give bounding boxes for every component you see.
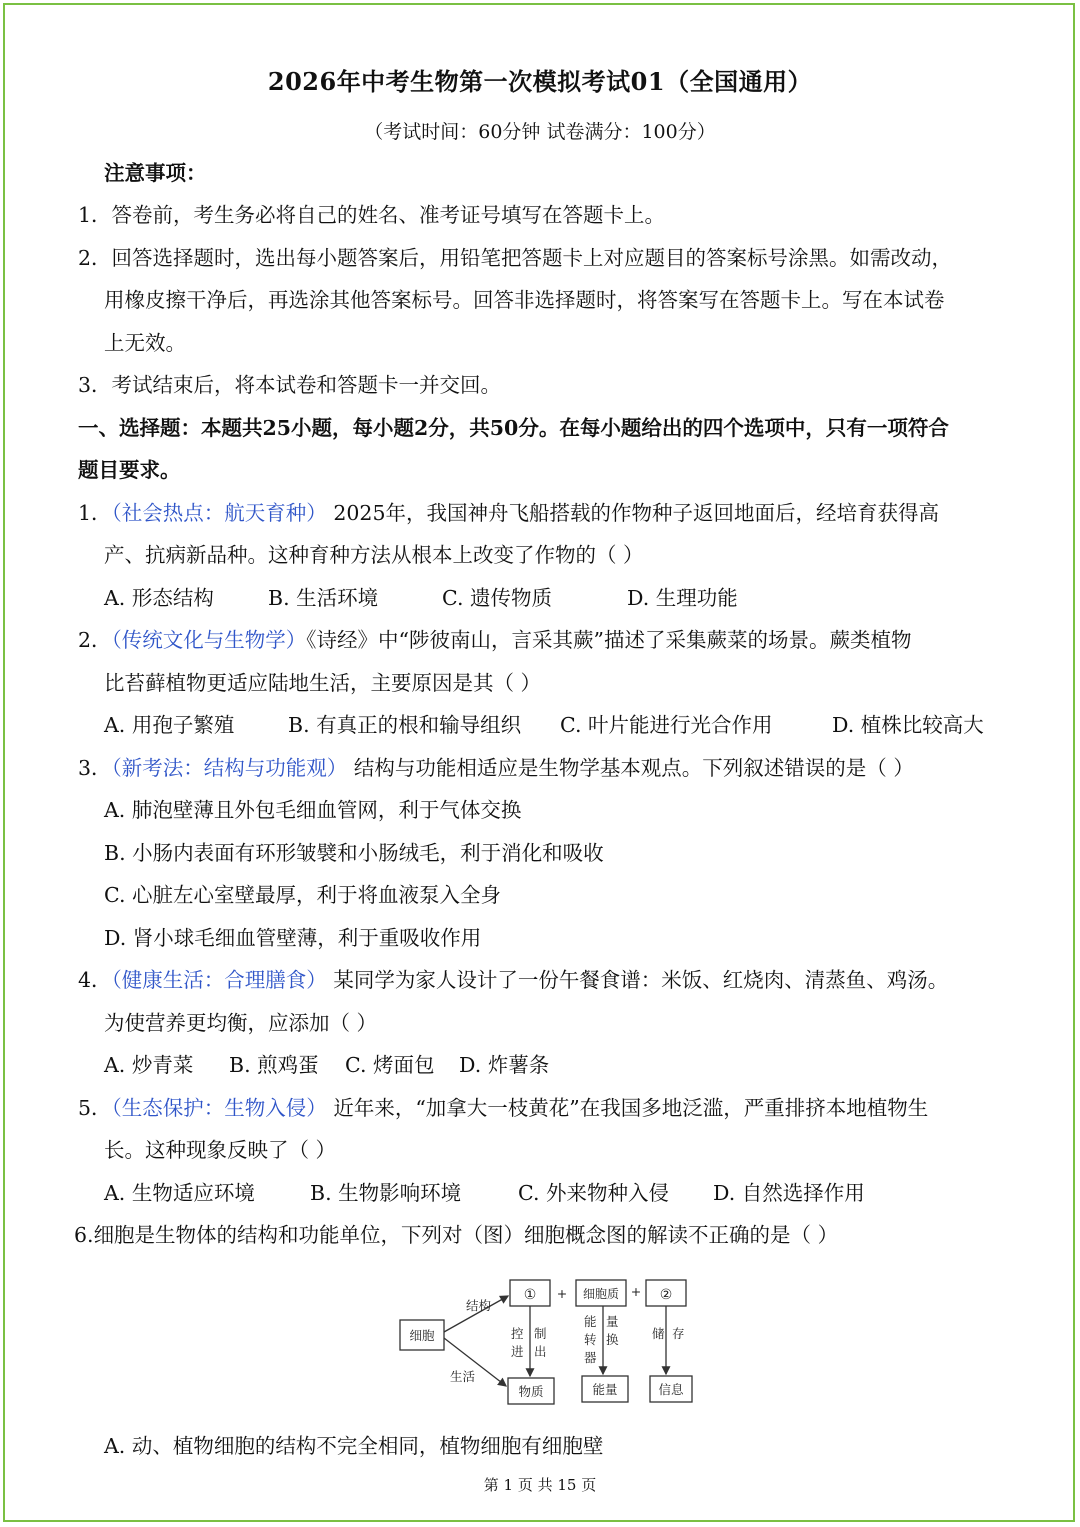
notice-item-2-cont: 用橡皮擦干净后，再选涂其他答案标号。回答非选择题时，将答案写在答题卡上。写在本试卷 xyxy=(104,288,945,312)
diagram-control-c: 制 xyxy=(534,1326,547,1341)
question-4 xyxy=(78,966,948,994)
notice-item-1: 1．答卷前，考生务必将自己的姓名、准考证号填写在答题卡上。 xyxy=(78,203,666,227)
question-stem: 某同学为家人设计了一份午餐食谱：米饭、红烧肉、清蒸鱼、鸡汤。 xyxy=(326,968,949,992)
question-number: 1． xyxy=(78,501,112,525)
question-tag: （新考法：结构与功能观） xyxy=(111,756,348,780)
q1-option-c: C. 遗传物质 xyxy=(442,586,552,610)
diagram-energy-e: 换 xyxy=(606,1332,619,1347)
cell-concept-diagram xyxy=(398,1274,698,1410)
question-stem: 结构与功能相适应是生物学基本观点。下列叙述错误的是（ ） xyxy=(347,756,914,780)
question-number: 3． xyxy=(78,756,112,780)
question-tag: （传统文化与生物学） xyxy=(111,628,307,652)
diagram-energy-d: 量 xyxy=(606,1314,619,1329)
q2-option-b: B. 有真正的根和输导组织 xyxy=(288,713,522,737)
diagram-cytoplasm-label: 细胞质 xyxy=(582,1287,620,1301)
diagram-life-label: 生活 xyxy=(450,1369,476,1384)
q1-option-b: B. 生活环境 xyxy=(268,586,379,610)
q6-option-a: A. 动、植物细胞的结构不完全相同，植物细胞有细胞壁 xyxy=(104,1434,604,1458)
q2-option-a: A. 用孢子繁殖 xyxy=(104,713,235,737)
question-tag: （社会热点：航天育种） xyxy=(111,501,327,525)
diagram-box2-label: ② xyxy=(659,1287,673,1303)
question-1 xyxy=(78,499,939,527)
diagram-energy-a: 能 xyxy=(584,1314,597,1329)
diagram-info-label: 信息 xyxy=(658,1382,684,1397)
question-1-stem-cont: 产、抗病新品种。这种育种方法从根本上改变了作物的（ ） xyxy=(104,543,644,567)
diagram-energy-c: 器 xyxy=(584,1350,597,1365)
q5-option-d: D. 自然选择作用 xyxy=(713,1181,865,1205)
question-tag: （生态保护：生物入侵） xyxy=(111,1096,327,1120)
q3-option-c: C. 心脏左心室壁最厚，利于将血液泵入全身 xyxy=(104,883,501,907)
notice-heading: 注意事项： xyxy=(104,161,207,185)
question-number: 4． xyxy=(78,968,112,992)
question-tag: （健康生活：合理膳食） xyxy=(111,968,327,992)
diagram-structure-label: 结构 xyxy=(466,1298,492,1313)
question-stem: 细胞是生物体的结构和功能单位，下列对（图）细胞概念图的解读不正确的是（ ） xyxy=(93,1223,839,1247)
q3-option-b: B. 小肠内表面有环形皱襞和小肠绒毛，利于消化和吸收 xyxy=(104,841,604,865)
diagram-control-b: 进 xyxy=(511,1344,524,1359)
question-stem: 《诗经》中“陟彼南山，言采其蕨”描述了采集蕨菜的场景。蕨类植物 xyxy=(306,628,912,652)
diagram-energy-label: 能量 xyxy=(592,1382,618,1397)
diagram-store-a: 储 xyxy=(652,1326,665,1341)
notice-item-2: 2．回答选择题时，选出每小题答案后，用铅笔把答题卡上对应题目的答案标号涂黑。如需改动， xyxy=(78,246,953,270)
q4-option-a: A. 炒青菜 xyxy=(104,1053,194,1077)
diagram-control-a: 控 xyxy=(511,1326,524,1341)
q4-option-c: C. 烤面包 xyxy=(345,1053,435,1077)
question-number: 2． xyxy=(78,628,112,652)
q3-option-a: A. 肺泡壁薄且外包毛细血管网，利于气体交换 xyxy=(104,798,522,822)
diagram-plus-2: + xyxy=(630,1284,642,1299)
q4-option-b: B. 煎鸡蛋 xyxy=(229,1053,319,1077)
question-6 xyxy=(74,1221,838,1249)
question-5 xyxy=(78,1094,928,1122)
q1-option-d: D. 生理功能 xyxy=(627,586,738,610)
question-3 xyxy=(78,754,914,782)
q2-option-d: D. 植株比较高大 xyxy=(832,713,984,737)
q5-option-a: A. 生物适应环境 xyxy=(104,1181,255,1205)
section-heading: 一、选择题：本题共25小题，每小题2分，共50分。在每小题给出的四个选项中，只有一项符合 xyxy=(78,416,949,440)
q4-option-d: D. 炸薯条 xyxy=(459,1053,550,1077)
exam-subtitle: （考试时间：60分钟 试卷满分：100分） xyxy=(364,121,716,143)
question-number: 6. xyxy=(74,1223,94,1247)
exam-title: 2026年中考生物第一次模拟考试01（全国通用） xyxy=(267,67,813,96)
question-2-stem-cont: 比苔藓植物更适应陆地生活，主要原因是其（ ） xyxy=(104,671,542,695)
diagram-cell-label: 细胞 xyxy=(409,1328,435,1343)
question-stem: 近年来，“加拿大一枝黄花”在我国多地泛滥，严重排挤本地植物生 xyxy=(326,1096,929,1120)
q2-option-c: C. 叶片能进行光合作用 xyxy=(560,713,773,737)
question-number: 5． xyxy=(78,1096,112,1120)
question-stem: 2025年，我国神舟飞船搭载的作物种子返回地面后，经培育获得高 xyxy=(326,501,939,525)
q5-option-b: B. 生物影响环境 xyxy=(310,1181,462,1205)
diagram-plus-1: + xyxy=(556,1286,568,1301)
diagram-box1-label: ① xyxy=(523,1287,537,1303)
q5-option-c: C. 外来物种入侵 xyxy=(518,1181,669,1205)
question-4-stem-cont: 为使营养更均衡，应添加（ ） xyxy=(104,1011,378,1035)
question-5-stem-cont: 长。这种现象反映了（ ） xyxy=(104,1138,337,1162)
section-heading-cont: 题目要求。 xyxy=(78,458,181,482)
diagram-energy-b: 转 xyxy=(584,1332,597,1347)
notice-item-3: 3．考试结束后，将本试卷和答题卡一并交回。 xyxy=(78,373,502,397)
diagram-control-d: 出 xyxy=(534,1344,547,1359)
notice-item-2-cont2: 上无效。 xyxy=(104,331,186,355)
diagram-store-b: 存 xyxy=(672,1326,685,1341)
diagram-matter-label: 物质 xyxy=(518,1384,544,1399)
q1-option-a: A. 形态结构 xyxy=(104,586,214,610)
question-2 xyxy=(78,626,912,654)
q3-option-d: D. 肾小球毛细血管壁薄，利于重吸收作用 xyxy=(104,926,482,950)
page-footer: 第 1 页 共 15 页 xyxy=(483,1476,597,1494)
